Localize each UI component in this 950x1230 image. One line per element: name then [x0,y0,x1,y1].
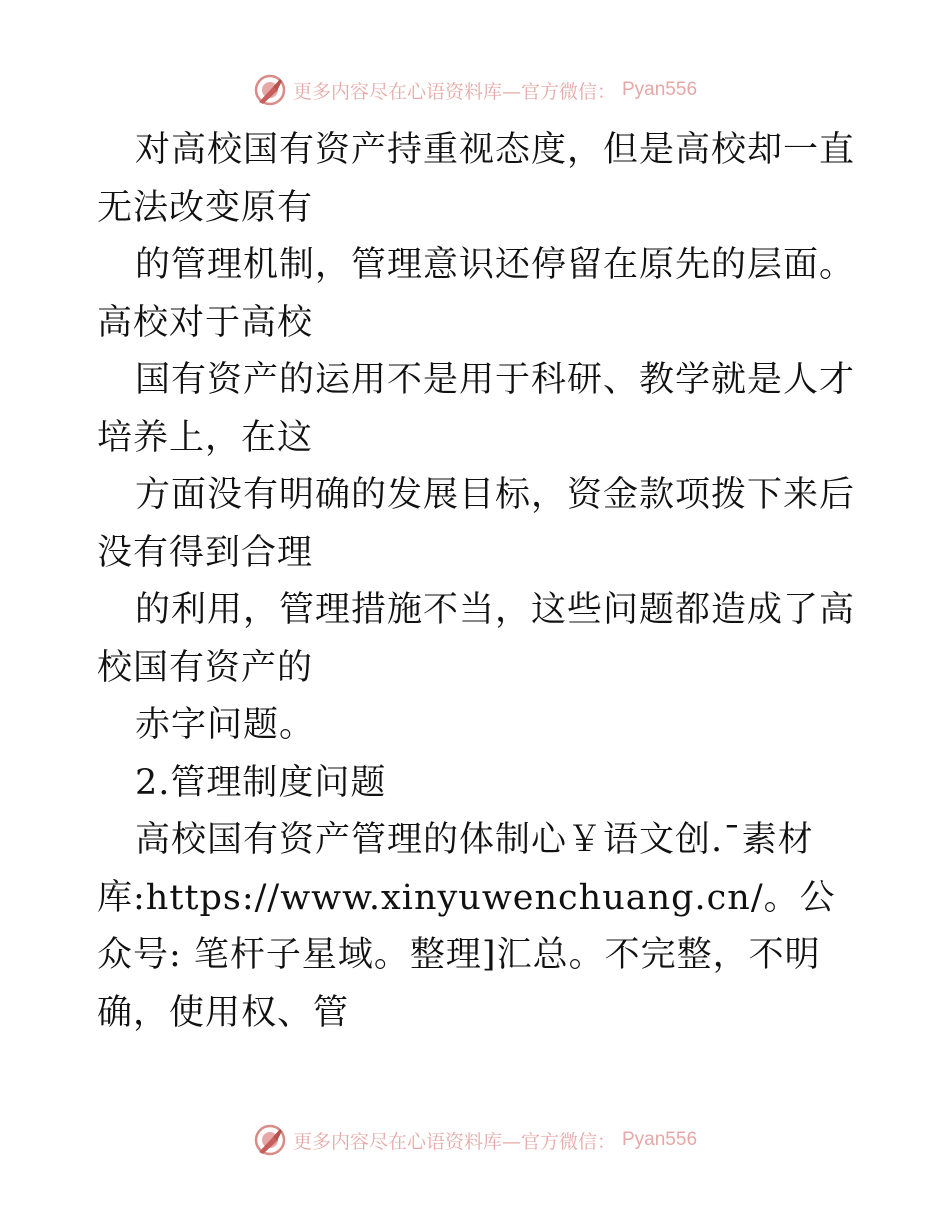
paragraph [97,697,857,755]
paragraph-line: 国有资产的运用不是用于科研、教学就是人才培 [97,360,856,458]
paragraph-line: 的管理机制，管理意识还停留在原先的层面。高 [97,245,856,343]
paragraph-line: 国有资产的 [133,647,314,688]
header-watermark [0,70,950,110]
watermark-text: 更多内容尽在心语资料库—官方微信： [292,1130,616,1153]
paragraph-line: 校对于高校 [133,302,314,343]
watermark-handle: Pyan556 [622,79,698,100]
pen-logo-icon [253,73,287,107]
paragraph [97,812,857,1042]
paragraph [97,237,857,352]
paragraph-line: 管 [313,992,350,1033]
paragraph-line: 高校国有资产管理的体制心￥语文创.¯素材库: [97,820,814,918]
paragraph-line: 法改变原有 [133,187,314,228]
watermark-text: 更多内容尽在心语资料库—官方微信： [292,80,616,103]
paragraph [97,467,857,582]
pen-logo-icon [253,1123,287,1157]
paragraph [97,582,857,697]
paragraph-line: 子星域。整理]汇总。不完整，不明确，使用权、 [97,935,821,1033]
paragraph-line: 赤字问题。 [135,705,316,745]
watermark-handle: Pyan556 [622,1129,698,1150]
section-heading [97,755,857,813]
paragraph [97,352,857,467]
paragraph-line: 的利用，管理措施不当，这些问题都造成了高校 [97,590,856,688]
paragraph-line: https://www.xinyuwenchuang.cn/。公众号: 笔杆 [97,877,836,975]
paragraph [97,122,857,237]
document-body [97,122,857,1042]
paragraph-line: 对高校国有资产持重视态度，但是高校却一直无 [97,130,856,228]
footer-watermark [0,1120,950,1160]
paragraph-line: 方面没有明确的发展目标，资金款项拨下来后没 [97,475,856,573]
paragraph-line: 有得到合理 [133,532,314,573]
paragraph-line: 养上，在这 [133,417,314,458]
heading-text: 2.管理制度问题 [135,762,387,803]
